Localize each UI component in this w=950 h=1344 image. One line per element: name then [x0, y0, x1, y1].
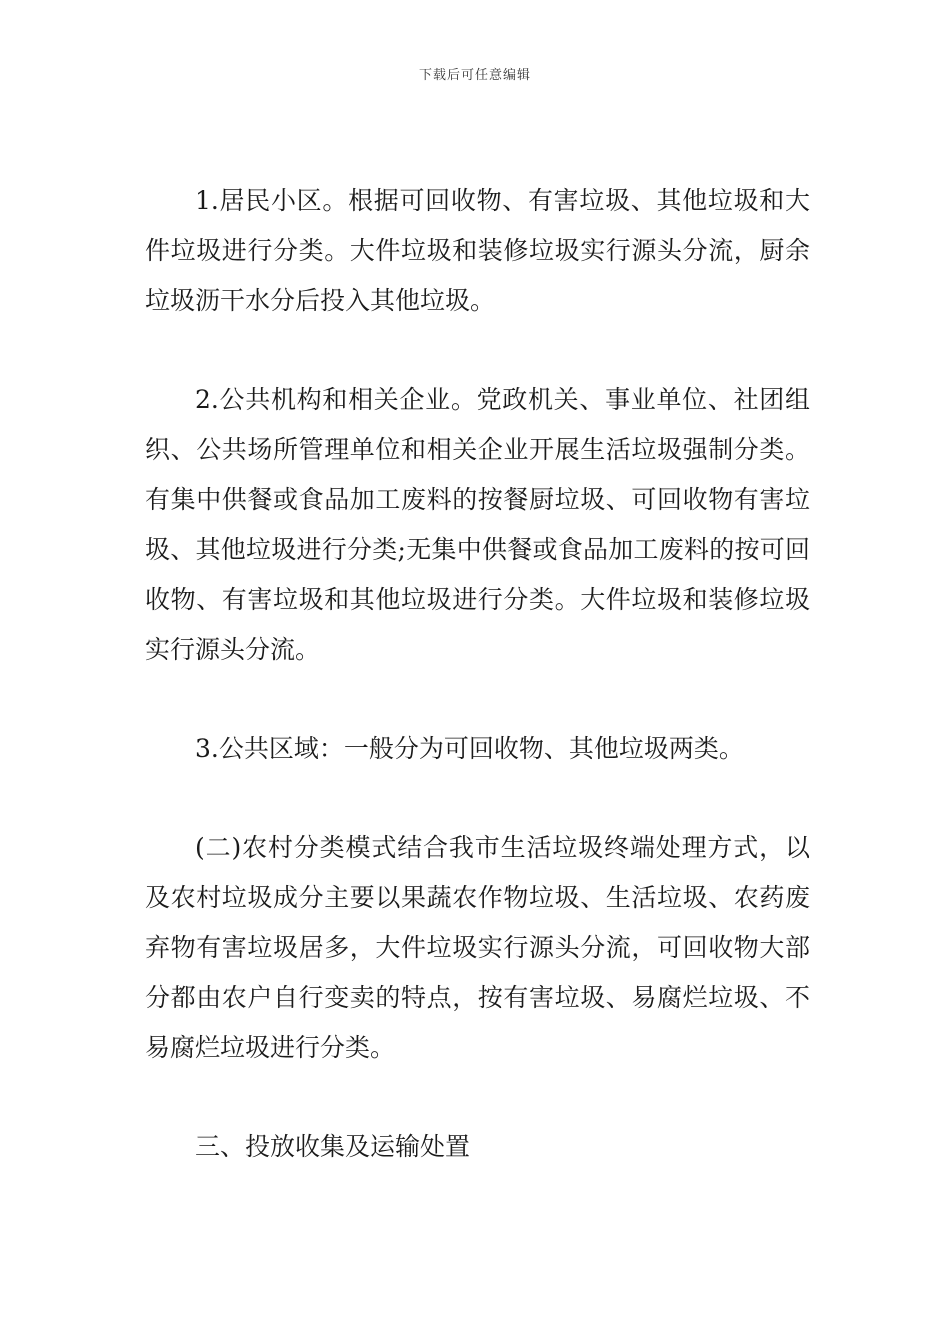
- page-header: 下载后可任意编辑: [418, 68, 531, 83]
- paragraph-rural-mode: (二)农村分类模式结合我市生活垃圾终端处理方式，以及农村垃圾成分主要以果蔬农作物垃圾、生活垃圾、农药废弃物有害垃圾居多，大件垃圾实行源头分流，可回收物大部分都由农户自行变卖的特点，按有害垃圾、易腐烂垃圾、不易腐烂垃圾进行分类。: [145, 833, 810, 1062]
- paragraph-public-institutions: 2.公共机构和相关企业。党政机关、事业单位、社团组织、公共场所管理单位和相关企业开展生活垃圾强制分类。有集中供餐或食品加工废料的按餐厨垃圾、可回收物有害垃圾、其他垃圾进行分类;无集中供餐或食品加工废料的按可回收物、有害垃圾和其他垃圾进行分类。大件垃圾和装修垃圾实行源头分流。: [145, 385, 810, 664]
- section-heading-collection-transport: 三、投放收集及运输处置: [195, 1132, 471, 1161]
- document-body: [145, 176, 810, 1221]
- paragraph-residential: 1.居民小区。根据可回收物、有害垃圾、其他垃圾和大件垃圾进行分类。大件垃圾和装修垃圾实行源头分流，厨余垃圾沥干水分后投入其他垃圾。: [145, 186, 810, 315]
- paragraph-public-areas: 3.公共区域：一般分为可回收物、其他垃圾两类。: [195, 734, 744, 763]
